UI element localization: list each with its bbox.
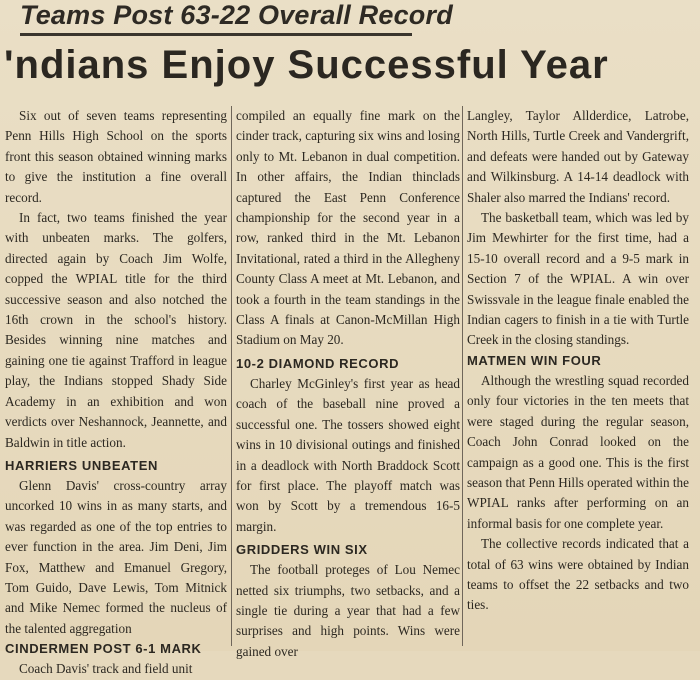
article-column-1 [5,106,227,680]
paragraph: Charley McGinley's first year as head coach of the baseball nine proved a successful one. The tossers showed eight wins in 10 divisional outings and finished in a deadlock with North Braddock Scott for first place. The playoff match was won by Scott by a tremendous 16-5 margin. [236,375,460,534]
main-headline: 'ndians Enjoy Successful Year [4,43,609,87]
paragraph: The football proteges of Lou Nemec netted six triumphs, two setbacks, and a single tie during a year that had a few surprises and high points. Wins were gained over [236,562,460,659]
paragraph: Coach Davis' track and field unit [19,661,193,677]
paragraph: The basketball team, which was led by Jim Mewhirter for the first time, had a 15-10 overall record and a 9-5 mark in Section 7 of the WPIAL. A win over Swissvale in the league finale enabled the Indian cagers to finish in a tie with Turtle Creek in the closing standings. [467,210,689,348]
section-subhead: MATMEN WIN FOUR [467,352,602,368]
section-subhead: 10-2 DIAMOND RECORD [236,355,400,371]
paragraph: Langley, Taylor Allderdice, Latrobe, North Hills, Turtle Creek and Vandergrift, and defeats were handed out by Gateway and Wilkinsburg. A 14-14 deadlock with Shaler also marred the Indians' record. [467,108,689,205]
section-subhead: CINDERMEN POST 6-1 MARK [5,641,202,657]
article-column-2 [236,106,460,662]
article-column-3 [467,106,689,616]
paragraph: In fact, two teams finished the year with unbeaten marks. The golfers, directed again by Coach Jim Wolfe, copped the WPIAL title for the third successive season and also notched the 16th crown in the school's history. Besides winning nine matches and gaining one tie against Trafford in league play, the Indians stopped Shady Side Academy in an exhibition and won verdicts over Neshannock, Jeannette, and Baldwin in title action. [5,210,227,450]
paragraph: Although the wrestling squad recorded only four victories in the ten meets that were staged during the regular season, Coach John Conrad looked on the campaign as a good one. This is the first season that Penn Hills operated within the WPIAL ranks after performing on an informal basis for one complete year. [467,372,689,531]
section-subhead: GRIDDERS WIN SIX [236,542,368,558]
paragraph: Glenn Davis' cross-country array uncorked 10 wins in as many starts, and was regarded as one of the top entries to ever function in the area. Jim Deni, Jim Fox, Matthew and Emanuel Gregory, Tom Guido, Dave Lewis, Tom Mitnick and Mike Nemec formed the nucleus of the talented aggregation [5,477,227,636]
column-divider-2 [462,106,463,646]
kicker-underline [20,33,412,36]
section-subhead: HARRIERS UNBEATEN [5,457,158,473]
kicker-headline: Teams Post 63-22 Overall Record [20,0,453,30]
column-divider-1 [231,106,232,646]
paragraph: Six out of seven teams representing Penn Hills High School on the sports front this season obtained winning marks to give the institution a fine overall record. [5,108,227,205]
paragraph: compiled an equally fine mark on the cinder track, capturing six wins and losing only to Mt. Lebanon in dual competition. In other affairs, the Indian thinclads captured the East Penn Conference championship for the second year in a row, ranked third in the Mt. Lebanon Invitational, rated a third in the Allegheny County Class A meet at Mt. Lebanon, and took a fourth in the team standings in the Class A finals at Canon-McMillan High Stadium on May 20. [236,108,460,348]
paragraph: The collective records indicated that a total of 63 wins were obtained by Indian teams to offset the 22 setbacks and two ties. [467,536,689,613]
